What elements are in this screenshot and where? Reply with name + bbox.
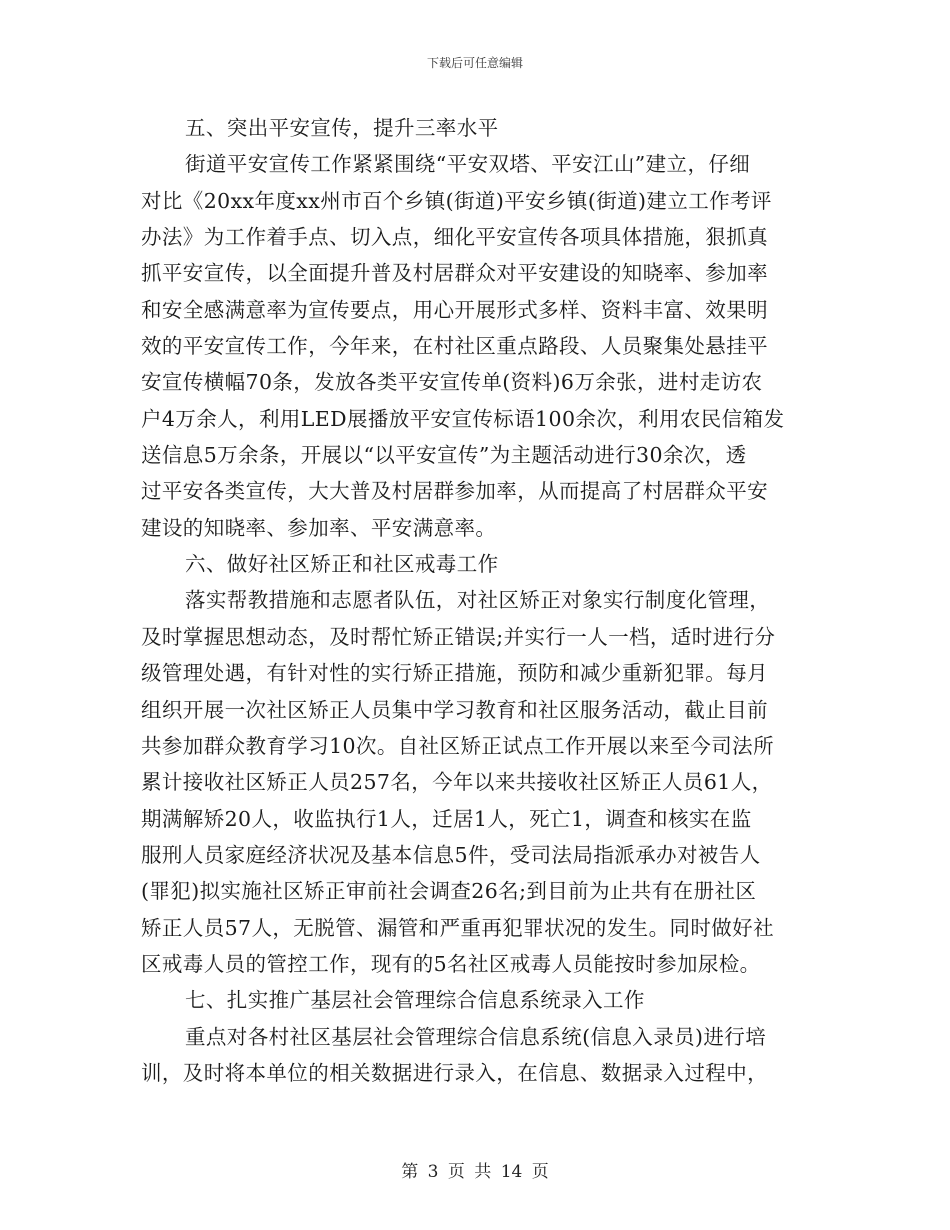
- section-heading-5: 五、突出平安宣传，提升三率水平: [185, 116, 499, 140]
- paragraph-line: (罪犯)拟实施社区矫正审前社会调查26名;到目前为止共有在册社区: [141, 879, 757, 904]
- paragraph-line: 级管理处遇，有针对性的实行矫正措施，预防和减少重新犯罪。每月: [141, 661, 768, 686]
- paragraph-line: 落实帮教措施和志愿者队伍，对社区矫正对象实行制度化管理，: [185, 588, 771, 613]
- paragraph-line: 和安全感满意率为宣传要点，用心开展形式多样、资料丰富、效果明: [141, 297, 768, 322]
- paragraph-line: 服刑人员家庭经济状况及基本信息5件，受司法局指派承办对被告人: [141, 842, 761, 867]
- paragraph-line: 重点对各村社区基层社会管理综合信息系统(信息入录员)进行培: [185, 1024, 767, 1049]
- paragraph-line: 累计接收社区矫正人员257名，今年以来共接收社区矫正人员61人，: [141, 770, 773, 795]
- document-body: [141, 110, 811, 1091]
- paragraph-line: 街道平安宣传工作紧紧围绕“平安双塔、平安江山”建立，仔细: [185, 152, 751, 177]
- paragraph-line: 抓平安宣传，以全面提升普及村居群众对平安建设的知晓率、参加率: [141, 261, 768, 286]
- paragraph-line: 建设的知晓率、参加率、平安满意率。: [141, 515, 497, 540]
- paragraph-line: 共参加群众教育学习10次。自社区矫正试点工作开展以来至今司法所: [141, 733, 774, 758]
- paragraph-line: 区戒毒人员的管控工作，现有的5名社区戒毒人员能按时参加尿检。: [141, 951, 761, 976]
- section-heading-6: 六、做好社区矫正和社区戒毒工作: [185, 552, 499, 577]
- paragraph-line: 及时掌握思想动态，及时帮忙矫正错误;并实行一人一档，适时进行分: [141, 624, 776, 649]
- paragraph-line: 训，及时将本单位的相关数据进行录入，在信息、数据录入过程中，: [141, 1060, 768, 1085]
- paragraph-line: 安宣传横幅70条，发放各类平安宣传单(资料)6万余张，进村走访农: [141, 370, 763, 395]
- paragraph-line: 送信息5万余条，开展以“以平安宣传”为主题活动进行30余次，透: [141, 443, 747, 468]
- paragraph-line: 户4万余人，利用LED展播放平安宣传标语100余次，利用农民信箱发: [141, 406, 785, 431]
- paragraph-line: 组织开展一次社区矫正人员集中学习教育和社区服务活动，截止目前: [141, 697, 768, 722]
- paragraph-line: 矫正人员57人，无脱管、漏管和严重再犯罪状况的发生。同时做好社: [141, 915, 774, 940]
- paragraph-line: 过平安各类宣传，大大普及村居群参加率，从而提高了村居群众平安: [141, 479, 768, 504]
- paragraph-line: 办法》为工作着手点、切入点，细化平安宣传各项具体措施，狠抓真: [141, 225, 768, 250]
- paragraph-line: 期满解矫20人，收监执行1人，迁居1人，死亡1，调查和核实在监: [141, 806, 752, 831]
- page-header: 下载后可任意编辑: [426, 56, 523, 70]
- section-heading-7: 七、扎实推广基层社会管理综合信息系统录入工作: [185, 988, 645, 1013]
- paragraph-line: 对比《20xx年度xx州市百个乡镇(街道)平安乡镇(街道)建立工作考评: [141, 188, 772, 213]
- page-footer: 第 3 页 共 14 页: [401, 1162, 549, 1182]
- paragraph-line: 效的平安宣传工作，今年来，在村社区重点路段、人员聚集处悬挂平: [141, 334, 768, 359]
